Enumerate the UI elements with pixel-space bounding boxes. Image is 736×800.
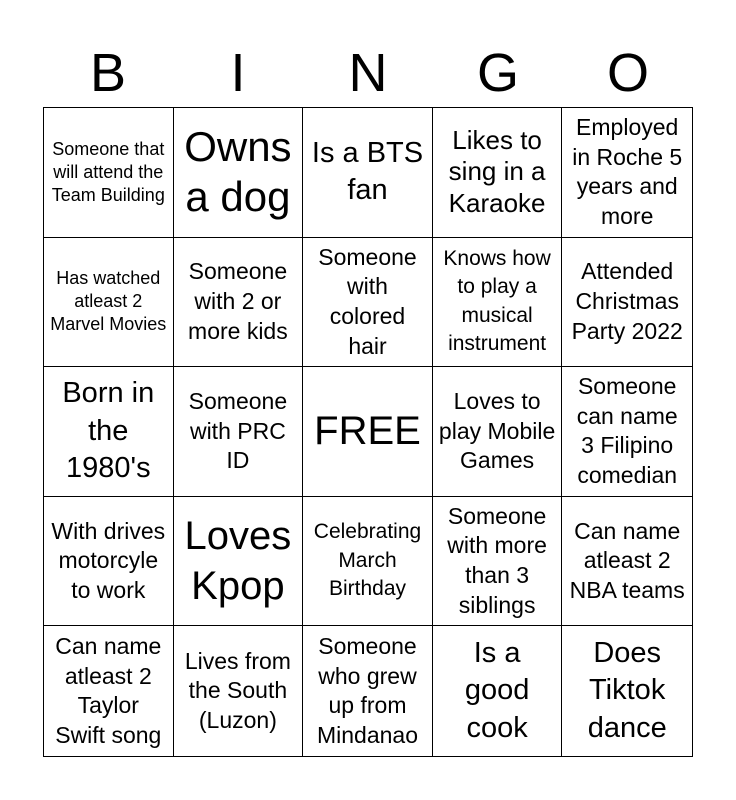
bingo-cell-i4[interactable]: Loves Kpop — [174, 497, 304, 627]
bingo-cell-b4[interactable]: With drives motorcyle to work — [44, 497, 174, 627]
header-letter-n: N — [348, 43, 388, 103]
bingo-cell-n5[interactable]: Someone who grew up from Mindanao — [303, 626, 433, 756]
bingo-cell-i5[interactable]: Lives from the South (Luzon) — [174, 626, 304, 756]
header-letter-b: B — [89, 43, 127, 103]
bingo-board — [43, 107, 693, 757]
bingo-cell-g4[interactable]: Someone with more than 3 siblings — [433, 497, 563, 627]
bingo-cell-g2[interactable]: Knows how to play a musical instrument — [433, 238, 563, 368]
bingo-cell-o2[interactable]: Attended Christmas Party 2022 — [562, 238, 692, 368]
bingo-header — [43, 38, 693, 108]
bingo-cell-b3[interactable]: Born in the 1980's — [44, 367, 174, 497]
bingo-cell-n2[interactable]: Someone with colored hair — [303, 238, 433, 368]
bingo-cell-b2[interactable]: Has watched atleast 2 Marvel Movies — [44, 238, 174, 368]
bingo-cell-o3[interactable]: Someone can name 3 Filipino comedian — [562, 367, 692, 497]
bingo-cell-o5[interactable]: Does Tiktok dance — [587, 636, 667, 745]
bingo-cell-o1[interactable]: Employed in Roche 5 years and more — [562, 108, 692, 238]
bingo-cell-i1[interactable]: Owns a dog — [174, 108, 304, 238]
header-letter-o: O — [606, 43, 649, 103]
bingo-cell-g5[interactable]: Is a good cook — [433, 626, 563, 756]
bingo-cell-free[interactable]: FREE — [303, 367, 433, 497]
header-letter-g: G — [476, 43, 519, 103]
bingo-cell-o4[interactable]: Can name atleast 2 NBA teams — [562, 497, 692, 627]
bingo-cell-n4[interactable]: Celebrating March Birthday — [303, 497, 433, 627]
bingo-cell-i2[interactable]: Someone with 2 or more kids — [174, 238, 304, 368]
bingo-cell-b1[interactable]: Someone that will attend the Team Building — [44, 108, 174, 238]
bingo-cell-b5[interactable]: Can name atleast 2 Taylor Swift song — [44, 626, 174, 756]
bingo-cell-g3[interactable]: Loves to play Mobile Games — [433, 367, 563, 497]
header-letter-i: I — [230, 43, 246, 103]
bingo-cell-g1[interactable]: Likes to sing in a Karaoke — [433, 108, 563, 238]
bingo-cell-n1[interactable]: Is a BTS fan — [303, 108, 433, 238]
bingo-cell-i3[interactable]: Someone with PRC ID — [174, 367, 304, 497]
